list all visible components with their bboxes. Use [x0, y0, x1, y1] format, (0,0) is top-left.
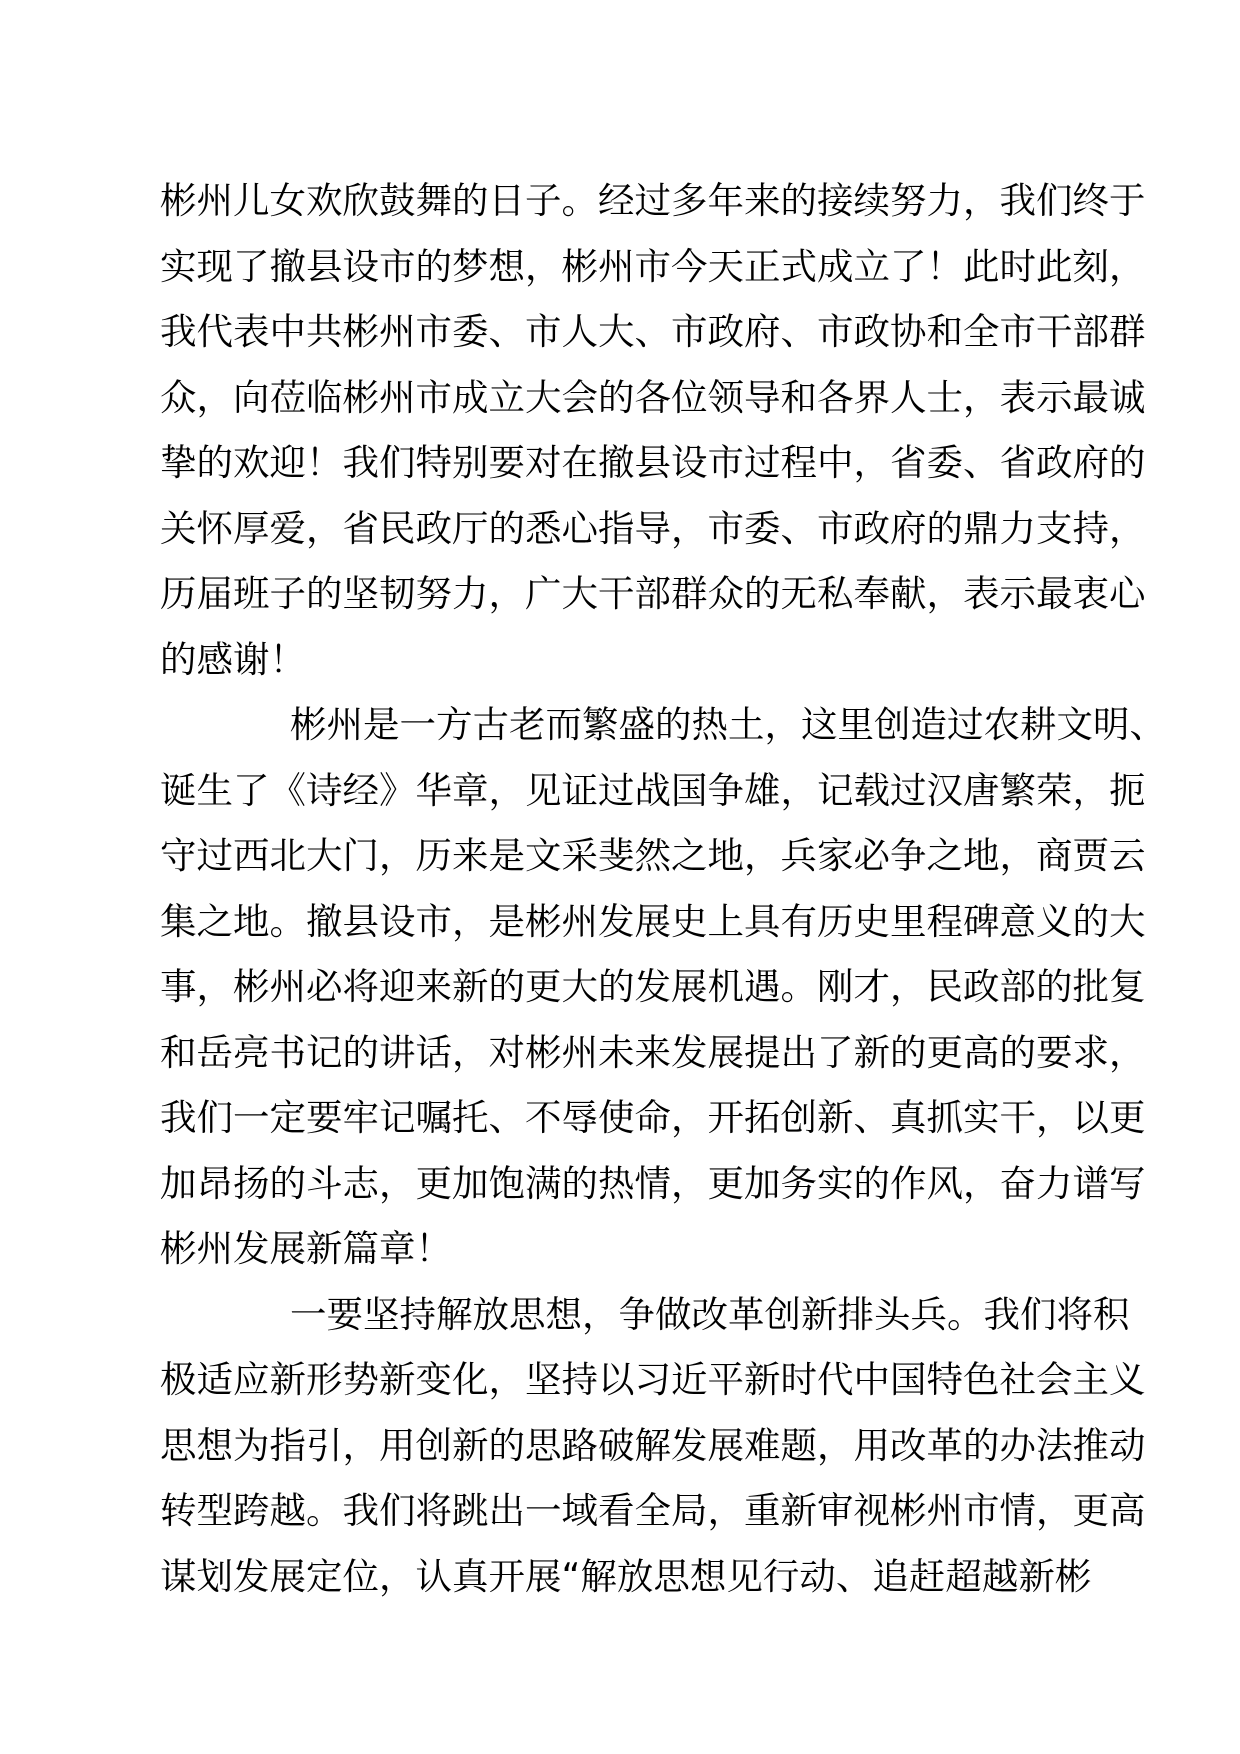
text-line: 事，彬州必将迎来新的更大的发展机遇。刚才，民政部的批复	[160, 965, 1146, 1008]
text-line: 关怀厚爱，省民政厅的悉心指导，市委、市政府的鼎力支持，	[160, 506, 1146, 550]
paragraph-first-line: 彬州是一方古老而繁盛的热土，这里创造过农耕文明、	[290, 703, 1166, 746]
text-line: 众，向莅临彬州市成立大会的各位领导和各界人士，表示最诚	[160, 375, 1146, 419]
text-line: 彬州发展新篇章！	[160, 1227, 452, 1270]
text-line: 极适应新形势新变化，坚持以习近平新时代中国特色社会主义	[160, 1358, 1146, 1401]
text-line: 历届班子的坚韧努力，广大干部群众的无私奉献，表示最衷心	[160, 572, 1146, 615]
text-line: 我代表中共彬州市委、市人大、市政府、市政协和全市干部群	[160, 310, 1146, 353]
body-text	[160, 168, 1166, 1609]
text-line: 转型跨越。我们将跳出一域看全局，重新审视彬州市情，更高	[160, 1489, 1146, 1532]
text-line: 的感谢！	[160, 637, 306, 681]
text-line: 彬州儿女欢欣鼓舞的日子。经过多年来的接续努力，我们终于	[160, 179, 1146, 222]
text-line: 我们一定要牢记嘱托、不辱使命，开拓创新、真抓实干，以更	[160, 1096, 1146, 1139]
text-line: 挚的欢迎！我们特别要对在撤县设市过程中，省委、省政府的	[160, 441, 1146, 484]
text-line: 加昂扬的斗志，更加饱满的热情，更加务实的作风，奋力谱写	[160, 1161, 1146, 1205]
text-line: 实现了撤县设市的梦想，彬州市今天正式成立了！此时此刻，	[160, 244, 1146, 288]
text-line: 谋划发展定位，认真开展“解放思想见行动、追赶超越新彬	[160, 1554, 1092, 1598]
paragraph-first-line: 一要坚持解放思想，争做改革创新排头兵。我们将积	[290, 1292, 1130, 1336]
text-line: 守过西北大门，历来是文采斐然之地，兵家必争之地，商贾云	[160, 834, 1146, 877]
text-line: 思想为指引，用创新的思路破解发展难题，用改革的办法推动	[160, 1423, 1146, 1467]
text-line: 集之地。撤县设市，是彬州发展史上具有历史里程碑意义的大	[160, 899, 1146, 943]
text-line: 和岳亮书记的讲话，对彬州未来发展提出了新的更高的要求，	[160, 1030, 1146, 1074]
text-line: 诞生了《诗经》华章，见证过战国争雄，记载过汉唐繁荣，扼	[160, 768, 1146, 812]
